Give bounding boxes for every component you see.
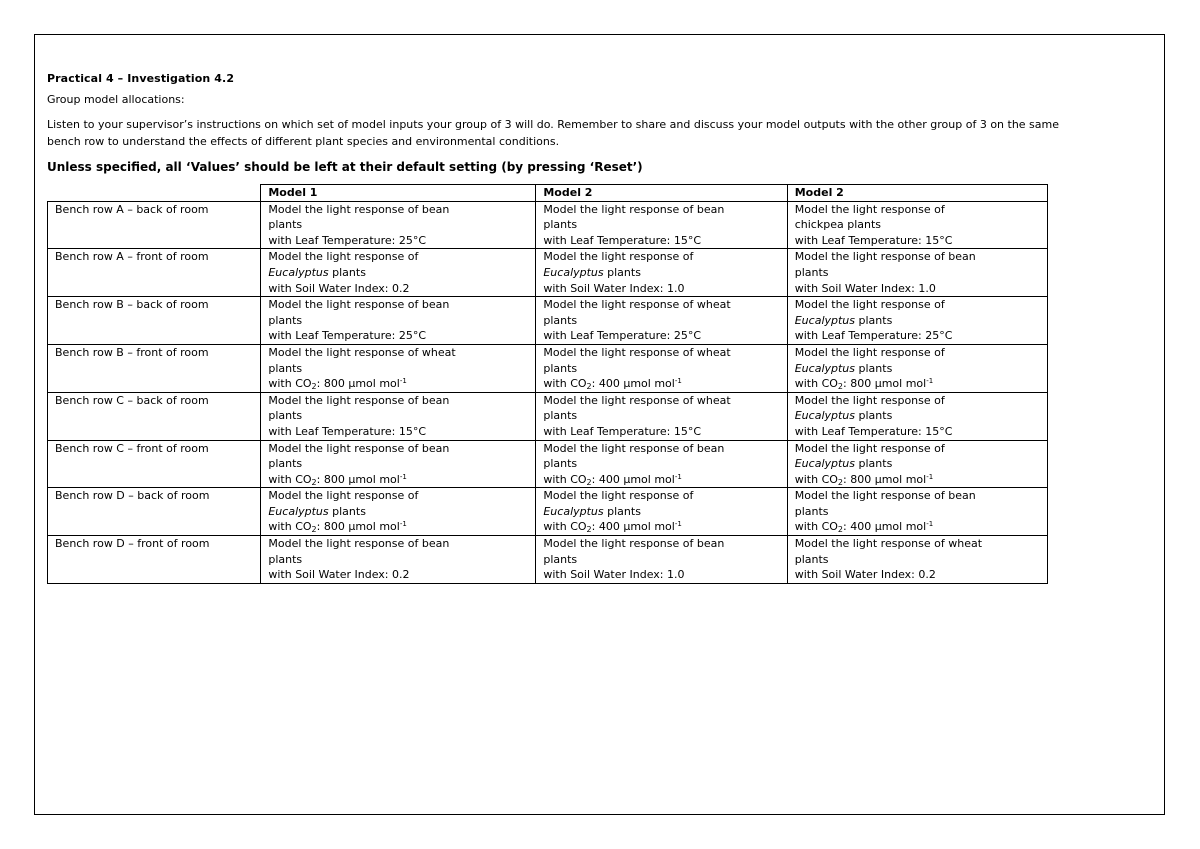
table-header-row	[48, 185, 1048, 202]
model-cell	[261, 392, 536, 440]
co2-prefix: with CO	[268, 377, 312, 391]
co2-prefix: with CO	[543, 377, 587, 391]
plant-species-text: plants	[794, 552, 829, 566]
species-suffix: plants	[855, 313, 893, 327]
co2-unit-exponent: -1	[399, 520, 407, 529]
species-suffix: plants	[603, 504, 641, 518]
table-row	[48, 201, 1048, 249]
co2-unit: μmol mol	[874, 377, 927, 391]
plant-species-text: plants	[543, 457, 578, 471]
species-suffix: plants	[328, 504, 366, 518]
co2-unit: μmol mol	[348, 520, 400, 534]
co2-prefix: with CO	[794, 377, 838, 391]
model-instruction-text: Model the light response of	[268, 250, 419, 264]
species-name-italic: Eucalyptus	[794, 361, 856, 375]
model-condition-text: with Leaf Temperature: 25°C	[794, 329, 953, 343]
model-instruction-text: Model the light response of wheat	[543, 298, 731, 312]
co2-value: 800	[323, 472, 345, 486]
plant-species-text	[795, 456, 1040, 472]
plant-species-text: chickpea plants	[794, 218, 882, 232]
co2-unit-exponent: -1	[399, 377, 407, 386]
model-instruction-text: Model the light response of bean	[794, 250, 976, 264]
model-cell	[787, 201, 1047, 249]
bench-row-label: Bench row B – front of room	[48, 344, 261, 392]
model-instruction-text: Model the light response of wheat	[268, 345, 456, 359]
model-condition-text: with $CO_2$: 400 μmol mol$^{-1}$	[543, 472, 682, 487]
model-cell	[787, 392, 1047, 440]
plant-species-text: plants	[268, 552, 303, 566]
instructions-paragraph: Listen to your supervisor’s instructions on which set of model inputs your group of 3 will do. Remember to share and discuss your model outputs with the other group of 3 on the same bench row to understand the effects of different plant species and environmental conditions.	[47, 118, 1060, 148]
co2-unit-exponent: -1	[674, 472, 682, 481]
co2-prefix: with CO	[268, 472, 312, 486]
table-row	[48, 536, 1048, 584]
co2-subscript: 2	[837, 382, 844, 392]
co2-prefix: with CO	[268, 520, 312, 534]
co2-prefix: with CO	[543, 520, 587, 534]
co2-prefix: with CO	[794, 520, 838, 534]
model-cell	[787, 249, 1047, 297]
model-cell	[261, 440, 536, 488]
co2-unit: μmol mol	[623, 520, 675, 534]
bench-row-label: Bench row A – front of room	[48, 249, 261, 297]
model-condition-text: with Leaf Temperature: 15°C	[543, 424, 702, 438]
model-cell	[536, 488, 787, 536]
model-instruction-text: Model the light response of	[794, 441, 945, 455]
allocation-table-body	[48, 201, 1048, 583]
species-name-italic: Eucalyptus	[794, 409, 856, 423]
model-instruction-text: Model the light response of	[794, 345, 945, 359]
model-instruction-text: Model the light response of bean	[268, 537, 450, 551]
header-model-3: Model 2	[787, 185, 1047, 202]
co2-subscript: 2	[586, 477, 592, 487]
plant-species-text: plants	[268, 361, 303, 375]
co2-unit-exponent: -1	[674, 520, 682, 529]
co2-value: 800	[323, 377, 345, 391]
co2-unit-exponent: -1	[926, 520, 934, 529]
bench-row-label: Bench row B – back of room	[48, 297, 261, 345]
species-name-italic: Eucalyptus	[268, 504, 329, 518]
allocation-table	[47, 184, 1048, 584]
model-instruction-text: Model the light response of	[543, 250, 694, 264]
model-instruction-text: Model the light response of	[268, 489, 419, 503]
species-suffix: plants	[855, 361, 893, 375]
species-name-italic: Eucalyptus	[794, 457, 856, 471]
plant-species-text: plants	[268, 409, 303, 423]
model-cell	[787, 440, 1047, 488]
bench-row-label: Bench row D – front of room	[48, 536, 261, 584]
plant-species-text: plants	[543, 552, 578, 566]
model-instruction-text: Model the light response of wheat	[543, 393, 731, 407]
model-instruction-text: Model the light response of bean	[543, 537, 725, 551]
default-values-note: Unless specified, all ‘Values’ should be left at their default setting (by pressing ‘Reset’)	[47, 160, 643, 174]
model-condition-text: with Leaf Temperature: 25°C	[268, 329, 427, 343]
co2-subscript: 2	[311, 382, 317, 392]
co2-value: 800	[323, 520, 345, 534]
model-instruction-text: Model the light response of bean	[268, 298, 450, 312]
plant-species-text	[268, 265, 528, 281]
bench-row-label: Bench row C – front of room	[48, 440, 261, 488]
model-cell	[261, 249, 536, 297]
document-subtitle: Group model allocations:	[47, 93, 185, 106]
co2-unit-exponent: -1	[926, 377, 934, 386]
bench-row-label: Bench row A – back of room	[48, 201, 261, 249]
model-condition-text: with $CO_2$: 800 μmol mol$^{-1}$	[268, 377, 407, 392]
model-condition-text: with $CO_2$: 400 μmol mol$^{-1}$	[543, 520, 682, 535]
model-cell	[261, 201, 536, 249]
co2-unit: μmol mol	[623, 472, 675, 486]
model-cell	[787, 488, 1047, 536]
plant-species-text	[795, 361, 1040, 377]
plant-species-text	[795, 313, 1040, 329]
model-condition-text: with Soil Water Index: 1.0	[543, 568, 685, 582]
co2-unit-exponent: -1	[926, 472, 934, 481]
model-instruction-text: Model the light response of	[543, 489, 694, 503]
model-cell	[787, 297, 1047, 345]
table-row	[48, 297, 1048, 345]
model-condition-text: with Leaf Temperature: 15°C	[268, 424, 427, 438]
model-cell	[536, 297, 787, 345]
model-instruction-text: Model the light response of	[794, 298, 945, 312]
model-condition-text: with Soil Water Index: 0.2	[268, 281, 410, 295]
co2-unit: μmol mol	[348, 472, 400, 486]
plant-species-text: plants	[794, 265, 829, 279]
model-instruction-text: Model the light response of wheat	[543, 345, 731, 359]
species-name-italic: Eucalyptus	[543, 265, 604, 279]
co2-subscript: 2	[311, 477, 317, 487]
model-condition-text: with $CO_2$: 400 μmol mol$^{-1}$	[543, 377, 682, 392]
model-condition-text: with $CO_2$: 800 μmol mol$^{-1}$	[268, 472, 407, 487]
bench-row-label: Bench row D – back of room	[48, 488, 261, 536]
model-condition-text: with Soil Water Index: 1.0	[794, 281, 936, 295]
bench-row-label: Bench row C – back of room	[48, 392, 261, 440]
co2-value: 400	[598, 472, 620, 486]
co2-unit: μmol mol	[348, 377, 400, 391]
species-suffix: plants	[855, 457, 893, 471]
co2-unit: μmol mol	[874, 520, 927, 534]
model-instruction-text: Model the light response of	[794, 202, 945, 216]
model-condition-text: with $CO_2$: 800 μmol mol$^{-1}$	[268, 520, 407, 535]
model-instruction-text: Model the light response of bean	[794, 489, 976, 503]
plant-species-text: plants	[543, 409, 578, 423]
model-cell	[536, 392, 787, 440]
co2-subscript: 2	[586, 525, 592, 535]
co2-unit: μmol mol	[623, 377, 675, 391]
plant-species-text: plants	[543, 313, 578, 327]
plant-species-text	[795, 408, 1040, 424]
model-condition-text: with Leaf Temperature: 25°C	[543, 329, 702, 343]
model-cell	[787, 344, 1047, 392]
header-model-1: Model 1	[261, 185, 536, 202]
plant-species-text	[543, 265, 779, 281]
model-instruction-text: Model the light response of bean	[268, 393, 450, 407]
header-corner	[48, 185, 261, 202]
species-name-italic: Eucalyptus	[543, 504, 604, 518]
species-suffix: plants	[328, 265, 366, 279]
co2-unit-exponent: -1	[399, 472, 407, 481]
co2-prefix: with CO	[794, 472, 838, 486]
model-condition-text: with Leaf Temperature: 25°C	[268, 233, 427, 247]
co2-value: 400	[598, 520, 620, 534]
document-body	[47, 72, 1077, 584]
model-instruction-text: Model the light response of	[794, 393, 945, 407]
plant-species-text: plants	[268, 218, 303, 232]
model-condition-text: with $CO_2$: 800 μmol mol$^{-1}$	[794, 377, 934, 392]
plant-species-text: plants	[794, 504, 829, 518]
species-name-italic: Eucalyptus	[268, 265, 329, 279]
model-cell	[261, 536, 536, 584]
co2-value: 800	[850, 472, 872, 486]
model-instruction-text: Model the light response of bean	[268, 202, 450, 216]
species-suffix: plants	[603, 265, 641, 279]
co2-subscript: 2	[586, 382, 592, 392]
model-instruction-text: Model the light response of bean	[268, 441, 450, 455]
species-suffix: plants	[855, 409, 893, 423]
model-cell	[536, 536, 787, 584]
co2-value: 400	[598, 377, 620, 391]
model-condition-text: with Soil Water Index: 0.2	[268, 568, 410, 582]
plant-species-text: plants	[268, 313, 303, 327]
co2-unit-exponent: -1	[674, 377, 682, 386]
model-instruction-text: Model the light response of bean	[543, 202, 725, 216]
model-condition-text: with Soil Water Index: 1.0	[543, 281, 685, 295]
co2-value: 400	[850, 520, 872, 534]
document-title: Practical 4 – Investigation 4.2	[47, 72, 235, 85]
model-condition-text: with Leaf Temperature: 15°C	[794, 424, 953, 438]
co2-prefix: with CO	[543, 472, 587, 486]
table-row	[48, 392, 1048, 440]
table-row	[48, 344, 1048, 392]
model-cell	[787, 536, 1047, 584]
model-cell	[536, 201, 787, 249]
species-name-italic: Eucalyptus	[794, 313, 856, 327]
model-cell	[261, 297, 536, 345]
plant-species-text	[543, 504, 779, 520]
co2-unit: μmol mol	[874, 472, 927, 486]
model-condition-text: with Leaf Temperature: 15°C	[794, 233, 953, 247]
model-instruction-text: Model the light response of wheat	[794, 537, 983, 551]
model-cell	[536, 249, 787, 297]
model-condition-text: with Leaf Temperature: 15°C	[543, 233, 702, 247]
model-cell	[536, 344, 787, 392]
co2-subscript: 2	[837, 477, 844, 487]
plant-species-text	[268, 504, 528, 520]
header-model-2: Model 2	[536, 185, 787, 202]
model-cell	[261, 344, 536, 392]
model-condition-text: with $CO_2$: 400 μmol mol$^{-1}$	[794, 520, 934, 535]
plant-species-text: plants	[543, 361, 578, 375]
co2-value: 800	[850, 377, 872, 391]
table-row	[48, 488, 1048, 536]
plant-species-text: plants	[268, 457, 303, 471]
model-cell	[261, 488, 536, 536]
table-row	[48, 249, 1048, 297]
co2-subscript: 2	[311, 525, 317, 535]
plant-species-text: plants	[543, 218, 578, 232]
co2-subscript: 2	[837, 525, 844, 535]
model-condition-text: with $CO_2$: 800 μmol mol$^{-1}$	[794, 472, 934, 487]
model-condition-text: with Soil Water Index: 0.2	[794, 568, 936, 582]
table-row	[48, 440, 1048, 488]
model-instruction-text: Model the light response of bean	[543, 441, 725, 455]
model-cell	[536, 440, 787, 488]
